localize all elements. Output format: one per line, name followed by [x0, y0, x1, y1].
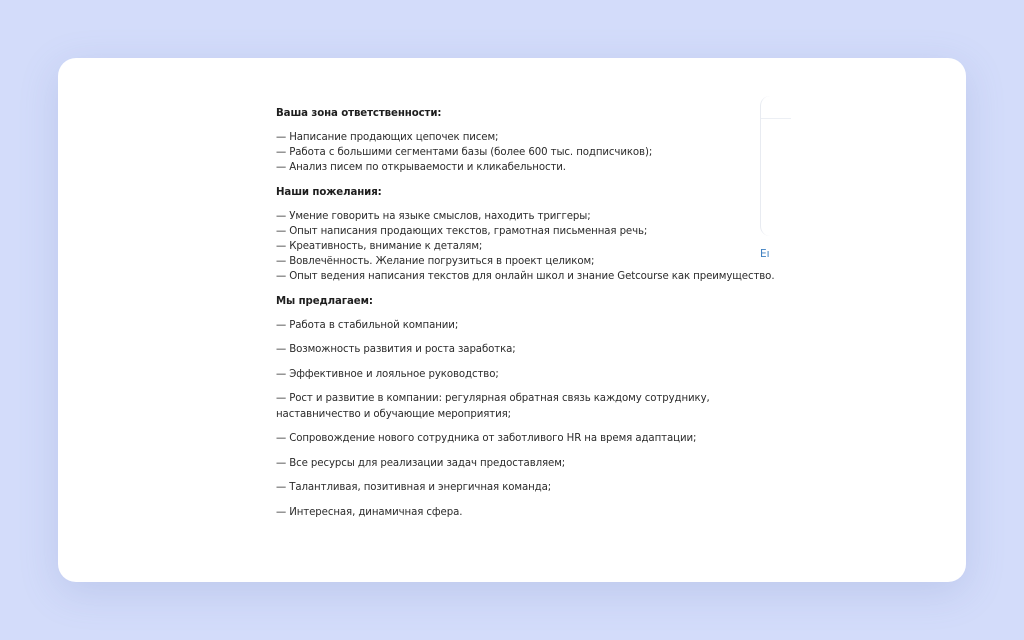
- list-item: — Опыт ведения написания текстов для онлайн школ и знание Getcourse как преимущество.: [276, 271, 775, 283]
- list-item: — Написание продающих цепочек писем;: [276, 132, 499, 143]
- list-item: — Вовлечённость. Желание погрузиться в проект целиком;: [276, 256, 595, 268]
- list-item: — Рост и развитие в компании: регулярная обратная связь каждому сотруднику, наставничество и обучающие мероприятия;: [276, 393, 710, 420]
- list-item: — Возможность развития и роста заработка;: [276, 344, 516, 356]
- list-item: — Креативность, внимание к деталям;: [276, 241, 483, 253]
- responsibilities-heading: Ваша зона ответственности:: [276, 108, 442, 119]
- list-item: — Талантливая, позитивная и энергичная команда;: [276, 482, 552, 494]
- side-link[interactable]: Еı: [760, 248, 770, 260]
- list-item: — Сопровождение нового сотрудника от заботливого HR на время адаптации;: [276, 433, 697, 445]
- list-item: — Опыт написания продающих текстов, грамотная письменная речь;: [276, 225, 648, 237]
- list-item: — Все ресурсы для реализации задач предоставляем;: [276, 457, 566, 469]
- offer-list: [276, 318, 756, 521]
- list-item: — Интересная, динамичная сфера.: [276, 506, 463, 518]
- divider: [761, 118, 791, 119]
- offer-heading: Мы предлагаем:: [276, 295, 373, 307]
- list-item: — Работа в стабильной компании;: [276, 319, 459, 331]
- list-item: — Работа с большими сегментами базы (более 600 тыс. подписчиков);: [276, 147, 653, 159]
- list-item: — Анализ писем по открываемости и кликабельности.: [276, 162, 566, 174]
- list-item: — Умение говорить на языке смыслов, находить триггеры;: [276, 210, 591, 222]
- side-panel: [760, 96, 801, 236]
- responsibilities-list: [276, 130, 756, 176]
- vacancy-card: [58, 58, 966, 582]
- wishes-heading: Наши пожелания:: [276, 186, 382, 198]
- list-item: — Эффективное и лояльное руководство;: [276, 368, 499, 380]
